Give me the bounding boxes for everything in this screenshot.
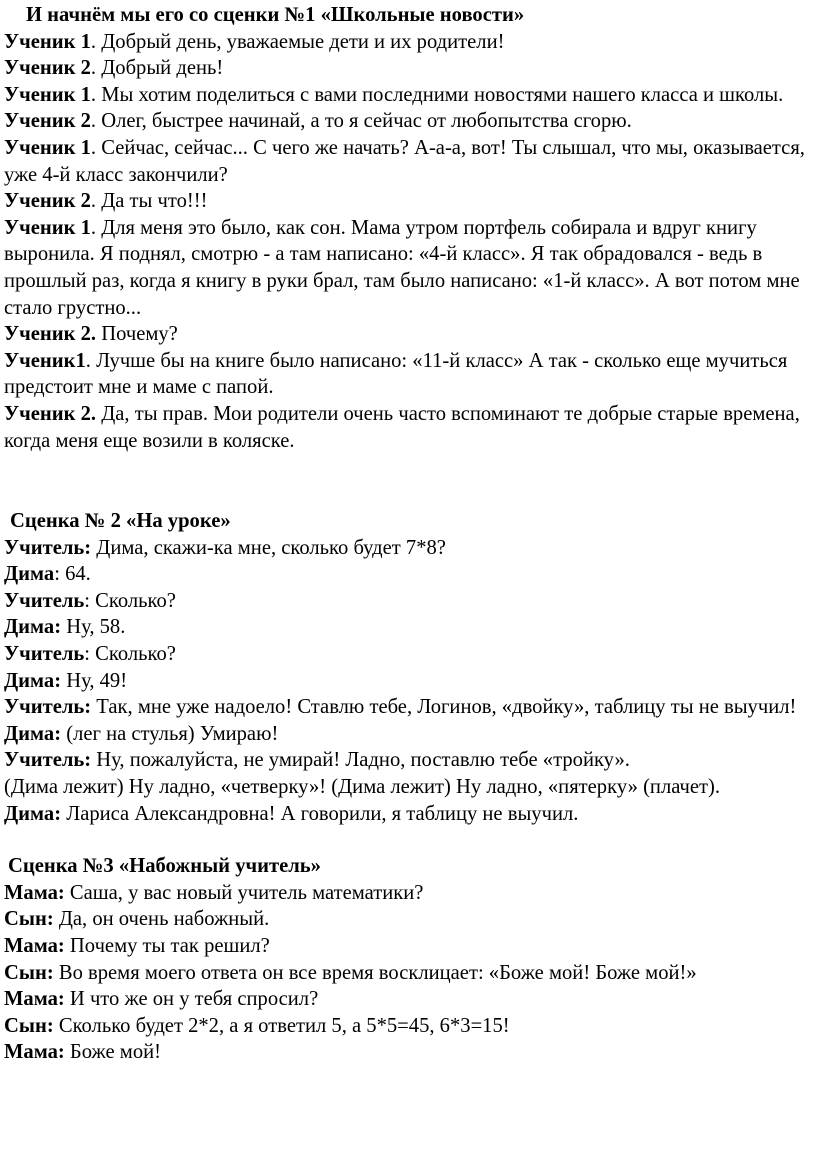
dialogue-line — [4, 801, 812, 828]
line-text: Сколько будет 2*2, а я ответил 5, а 5*5=45, 6*3=15! — [53, 1014, 510, 1037]
line-text: Саша, у вас новый учитель математики? — [64, 881, 424, 904]
speaker-name: Сын: — [4, 961, 54, 984]
line-text: Во время моего ответа он все время восклицает: «Боже мой! Боже мой!» — [53, 961, 697, 984]
speaker-name: Мама: — [4, 1041, 65, 1064]
speaker-name: Ученик1 — [4, 349, 86, 372]
section-spacer — [4, 827, 812, 853]
dialogue-line — [4, 641, 812, 668]
speaker-name: Дима: — [4, 616, 62, 639]
line-text: (Дима лежит) Ну ладно, «четверку»! (Дима лежит) Ну ладно, «пятерку» (плачет). — [4, 776, 721, 799]
speaker-name: Дима — [4, 563, 55, 586]
line-text: . Для меня это было, как сон. Мама утром портфель собирала и вдруг книгу выронила. Я поднял, смотрю - а там написано: «4-й класс». Я так обрадовался - ведь в прошлый раз, когда я книгу в руки брал, там было написано: «1-й класс». А вот потом мне стало грустно... — [4, 216, 800, 319]
speaker-name: Ученик 2. — [4, 402, 97, 425]
speaker-name: Дима: — [4, 669, 62, 692]
line-text: Лариса Александровна! А говорили, я таблицу не выучил. — [61, 802, 579, 825]
dialogue-line — [4, 188, 812, 215]
dialogue-line — [4, 108, 812, 135]
dialogue-line — [4, 29, 812, 56]
speaker-name: Учитель: — [4, 536, 92, 559]
line-text: . Олег, быстрее начинай, а то я сейчас от любопытства сгорю. — [90, 110, 632, 133]
dialogue-line — [4, 880, 812, 907]
dialogue-line — [4, 348, 812, 401]
dialogue-line — [4, 721, 812, 748]
dialogue-line — [4, 82, 812, 109]
speaker-name: Мама: — [4, 881, 65, 904]
speaker-name: Ученик 1 — [4, 136, 91, 159]
speaker-name: Сын: — [4, 1014, 54, 1037]
line-text: Боже мой! — [64, 1041, 161, 1064]
dialogue-line — [4, 55, 812, 82]
line-text: : Сколько? — [84, 643, 176, 666]
dialogue-line — [4, 960, 812, 987]
line-text: . Лучше бы на книге было написано: «11-й класс» А так - сколько еще мучиться предстоит мне и маме с папой. — [4, 349, 788, 399]
line-text: . Добрый день! — [90, 57, 224, 80]
scene2-dialogue — [4, 535, 812, 828]
speaker-name: Ученик 1 — [4, 216, 91, 239]
dialogue-line — [4, 694, 812, 721]
scene2-title: Сценка № 2 «На уроке» — [10, 510, 231, 533]
scene3-title: Сценка №3 «Набожный учитель» — [8, 855, 321, 878]
line-text: . Да ты что!!! — [90, 190, 208, 213]
dialogue-line — [4, 1039, 812, 1066]
line-text: (лег на стулья) Умираю! — [61, 722, 279, 745]
scene1-title: И начнём мы его со сценки №1 «Школьные новости» — [26, 4, 525, 26]
speaker-name: Ученик 2 — [4, 190, 91, 213]
speaker-name: Дима: — [4, 722, 62, 745]
speaker-name: Ученик 2. — [4, 323, 97, 346]
dialogue-line — [4, 401, 812, 454]
speaker-name: Ученик 2 — [4, 57, 91, 80]
scene3-dialogue — [4, 880, 812, 1066]
line-text: Да, ты прав. Мои родители очень часто вспоминают те добрые старые времена, когда меня еще возили в коляске. — [4, 402, 800, 452]
speaker-name: Учитель — [4, 643, 85, 666]
dialogue-line — [4, 614, 812, 641]
line-text: Почему? — [96, 323, 178, 346]
line-text: . Сейчас, сейчас... С чего же начать? А-а-а, вот! Ты слышал, что мы, оказывается, уже 4-й класс закончили? — [4, 136, 805, 186]
speaker-name: Мама: — [4, 935, 65, 957]
dialogue-line — [4, 135, 812, 188]
dialogue-line — [4, 668, 812, 695]
line-text: Ну, 58. — [61, 616, 126, 639]
dialogue-line — [4, 588, 812, 615]
dialogue-line — [4, 321, 812, 348]
dialogue-line — [4, 933, 812, 960]
speaker-name: Учитель — [4, 589, 85, 612]
dialogue-line — [4, 1013, 812, 1040]
line-text: Почему ты так решил? — [64, 935, 270, 957]
speaker-name: Дима: — [4, 802, 62, 825]
dialogue-line — [4, 774, 812, 801]
speaker-name: Учитель: — [4, 749, 92, 772]
line-text: Дима, скажи-ка мне, сколько будет 7*8? — [91, 536, 446, 559]
line-text: . Мы хотим поделиться с вами последними новостями нашего класса и школы. — [90, 83, 784, 106]
line-text: Ну, 49! — [61, 669, 128, 692]
speaker-name: Сын: — [4, 908, 54, 931]
line-text: : 64. — [54, 563, 91, 586]
line-text: Ну, пожалуйста, не умирай! Ладно, поставлю тебе «тройку». — [91, 749, 630, 772]
dialogue-line — [4, 535, 812, 562]
dialogue-line — [4, 906, 812, 933]
speaker-name: Учитель: — [4, 696, 92, 719]
dialogue-line — [4, 747, 812, 774]
speaker-name: Ученик 1 — [4, 30, 91, 53]
dialogue-line — [4, 215, 812, 321]
speaker-name: Ученик 2 — [4, 110, 91, 133]
line-text: . Добрый день, уважаемые дети и их родители! — [90, 30, 505, 53]
line-text: : Сколько? — [84, 589, 176, 612]
speaker-name: Мама: — [4, 988, 65, 1011]
dialogue-line — [4, 986, 812, 1013]
speaker-name: Ученик 1 — [4, 83, 91, 106]
line-text: Да, он очень набожный. — [53, 908, 270, 931]
line-text: И что же он у тебя спросил? — [64, 988, 319, 1011]
scene1-dialogue — [4, 29, 812, 455]
dialogue-line — [4, 561, 812, 588]
line-text: Так, мне уже надоело! Ставлю тебе, Логинов, «двойку», таблицу ты не выучил! — [91, 696, 797, 719]
section-spacer — [4, 454, 812, 508]
